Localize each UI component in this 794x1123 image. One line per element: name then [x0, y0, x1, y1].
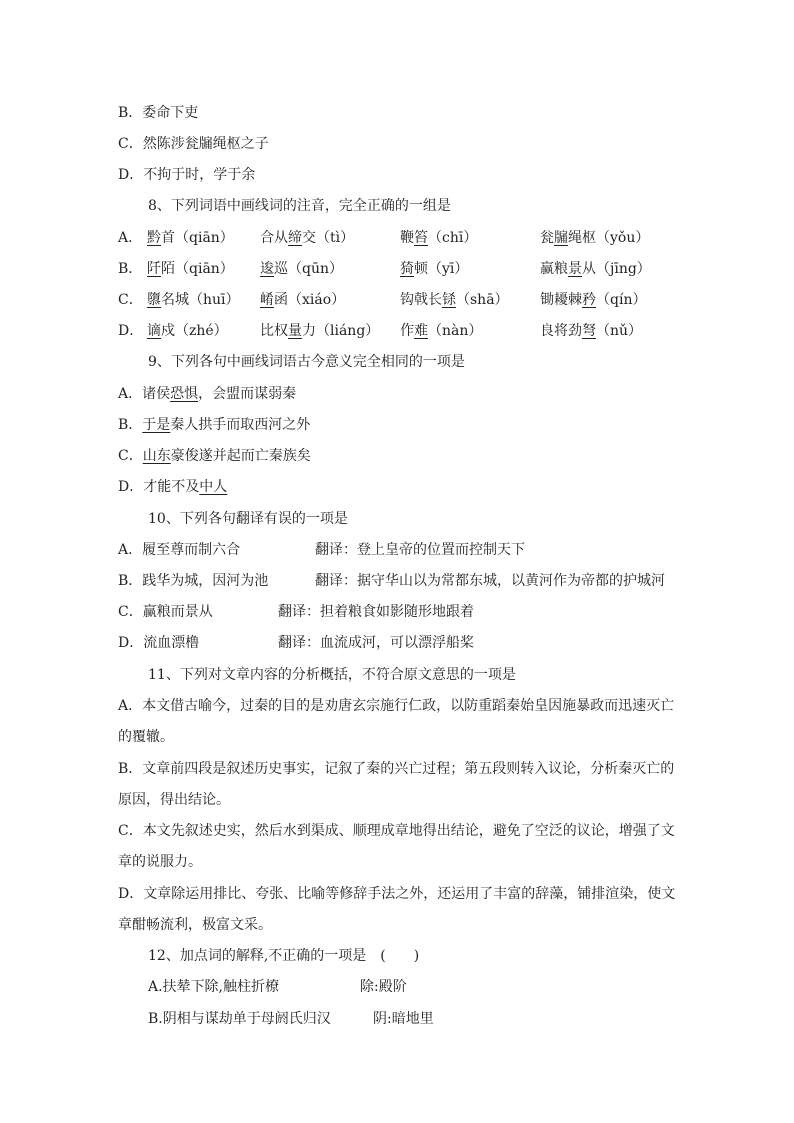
q11-option-c-line2: 章的说服力。 [118, 854, 202, 870]
question-9-stem: 9、下列各句中画线词语古今意义完全相同的一项是 [148, 354, 465, 370]
q8-row-b [118, 260, 651, 278]
q10-option-d: D．流血漂橹 翻译：血流成河，可以漂浮船桨 [118, 635, 474, 651]
q12-option-a: A.扶辇下除,触柱折橑 除:殿阶 [148, 979, 407, 995]
q9-option-c: C．山东豪俊遂并起而亡秦族矣 [118, 448, 311, 464]
q8-item: 比权量力（liáng） [260, 323, 380, 339]
q8-row-c [118, 291, 647, 309]
underlined-char: 笞 [414, 230, 428, 246]
q8-row-label: C． [118, 292, 143, 308]
underlined-char: 隳 [147, 292, 161, 308]
q8-item: 鞭笞（chī） [400, 230, 478, 246]
translation: 翻译：担着粮食如影随形地跟着 [278, 604, 474, 620]
underlined-char: 阡 [147, 261, 161, 277]
option-d-line: D．不拘于时，学于余 [118, 167, 256, 183]
question-8-stem: 8、下列词语中画线词的注音，完全正确的一组是 [148, 198, 451, 214]
q12-option-b: B.阴相与谋劫单于母阏氏归汉 阴:暗地里 [148, 1011, 434, 1027]
q10-option-c: C．赢粮而景从 翻译：担着粮食如影随形地跟着 [118, 604, 474, 620]
q11-option-a-line2: 的覆辙。 [118, 729, 174, 745]
q8-item: 钩戟长铩（shā） [400, 292, 509, 308]
q8-item: 黔首（qiān） [147, 230, 234, 246]
underlined-char: 量 [288, 323, 302, 339]
q11-option-c-line1: C．本文先叙述史实，然后水到渠成、顺理成章地得出结论，避免了空泛的议论，增强了文 [118, 823, 675, 839]
q8-row-d [118, 322, 643, 340]
q11-option-d-line1: D．文章除运用排比、夸张、比喻等修辞手法之外，还运用了丰富的辞藻，铺排渲染，使文 [118, 886, 676, 902]
underlined-char: 难 [414, 323, 428, 339]
q10-option-b: B．践华为城，因河为池 翻译：据守华山以为常都东城，以黄河作为帝都的护城河 [118, 573, 665, 589]
underlined-word: 于是 [142, 417, 171, 433]
q9-option-b: B．于是秦人拱手而取西河之外 [118, 417, 311, 433]
q8-item: 谪戍（zhé） [147, 323, 228, 339]
q8-item: 隳名城（huī） [147, 292, 240, 308]
q8-item: 作难（nàn） [400, 323, 483, 339]
underlined-char: 缔 [288, 230, 302, 246]
underlined-word: 中人 [199, 479, 228, 495]
underlined-char: 崤 [260, 292, 274, 308]
q11-option-b-line1: B．文章前四段是叙述历史事实，记叙了秦的兴亡过程；第五段则转入议论，分析秦灭亡的 [118, 761, 675, 777]
q11-option-b-line2: 原因，得出结论。 [118, 792, 230, 808]
translation: 翻译：登上皇帝的位置而控制天下 [315, 542, 525, 558]
underlined-char: 逡 [260, 261, 274, 277]
q8-item: 阡陌（qiān） [147, 261, 234, 277]
q8-item: 猗顿（yī） [400, 261, 469, 277]
q9-option-d: D．才能不及中人 [118, 479, 228, 495]
q11-option-d-line2: 章酣畅流利，极富文采。 [118, 917, 272, 933]
underlined-char: 景 [568, 261, 582, 277]
q10-option-a: A．履至尊而制六合 翻译：登上皇帝的位置而控制天下 [118, 542, 525, 558]
underlined-char: 谪 [147, 323, 161, 339]
q11-option-a-line1: A．本文借古喻今，过秦的目的是劝唐玄宗施行仁政，以防重蹈秦始皇因施暴政而迅速灭亡 [118, 698, 675, 714]
q8-row-label: D． [118, 323, 144, 339]
q8-row-a [118, 229, 650, 247]
underlined-char: 弩 [582, 323, 596, 339]
q8-item: 合从缔交（tì） [260, 230, 355, 246]
underlined-word: 山东 [142, 448, 171, 464]
underlined-char: 铩 [442, 292, 456, 308]
q8-item: 锄耰棘矜（qín） [540, 292, 647, 308]
explanation: 阴:暗地里 [373, 1011, 434, 1027]
q8-row-label: A． [118, 230, 143, 246]
question-12-stem: 12、加点词的解释,不正确的一项是 ( ) [148, 948, 420, 964]
question-10-stem: 10、下列各句翻译有误的一项是 [148, 511, 348, 527]
question-11-stem: 11、下列对文章内容的分析概括，不符合原文意思的一项是 [148, 667, 516, 683]
translation: 翻译：血流成河，可以漂浮船桨 [278, 635, 474, 651]
q8-item: 赢粮景从（jīng） [540, 261, 651, 277]
translation: 翻译：据守华山以为常都东城，以黄河作为帝都的护城河 [315, 573, 665, 589]
q8-item: 良将劲弩（nǔ） [540, 323, 643, 339]
option-b-line: B．委命下吏 [118, 105, 199, 121]
underlined-char: 牖 [554, 230, 568, 246]
q8-row-label: B． [118, 261, 143, 277]
q8-item: 崤函（xiáo） [260, 292, 346, 308]
q9-option-a: A．诸侯恐惧，会盟而谋弱秦 [118, 386, 297, 402]
option-c-line: C．然陈涉瓮牖绳枢之子 [118, 136, 269, 152]
underlined-char: 猗 [400, 261, 414, 277]
q8-item: 瓮牖绳枢（yǒu） [540, 230, 650, 246]
underlined-char: 黔 [147, 230, 161, 246]
underlined-char: 矜 [582, 292, 596, 308]
underlined-word: 恐惧 [170, 386, 199, 402]
q8-item: 逡巡（qūn） [260, 261, 343, 277]
explanation: 除:殿阶 [360, 979, 407, 995]
